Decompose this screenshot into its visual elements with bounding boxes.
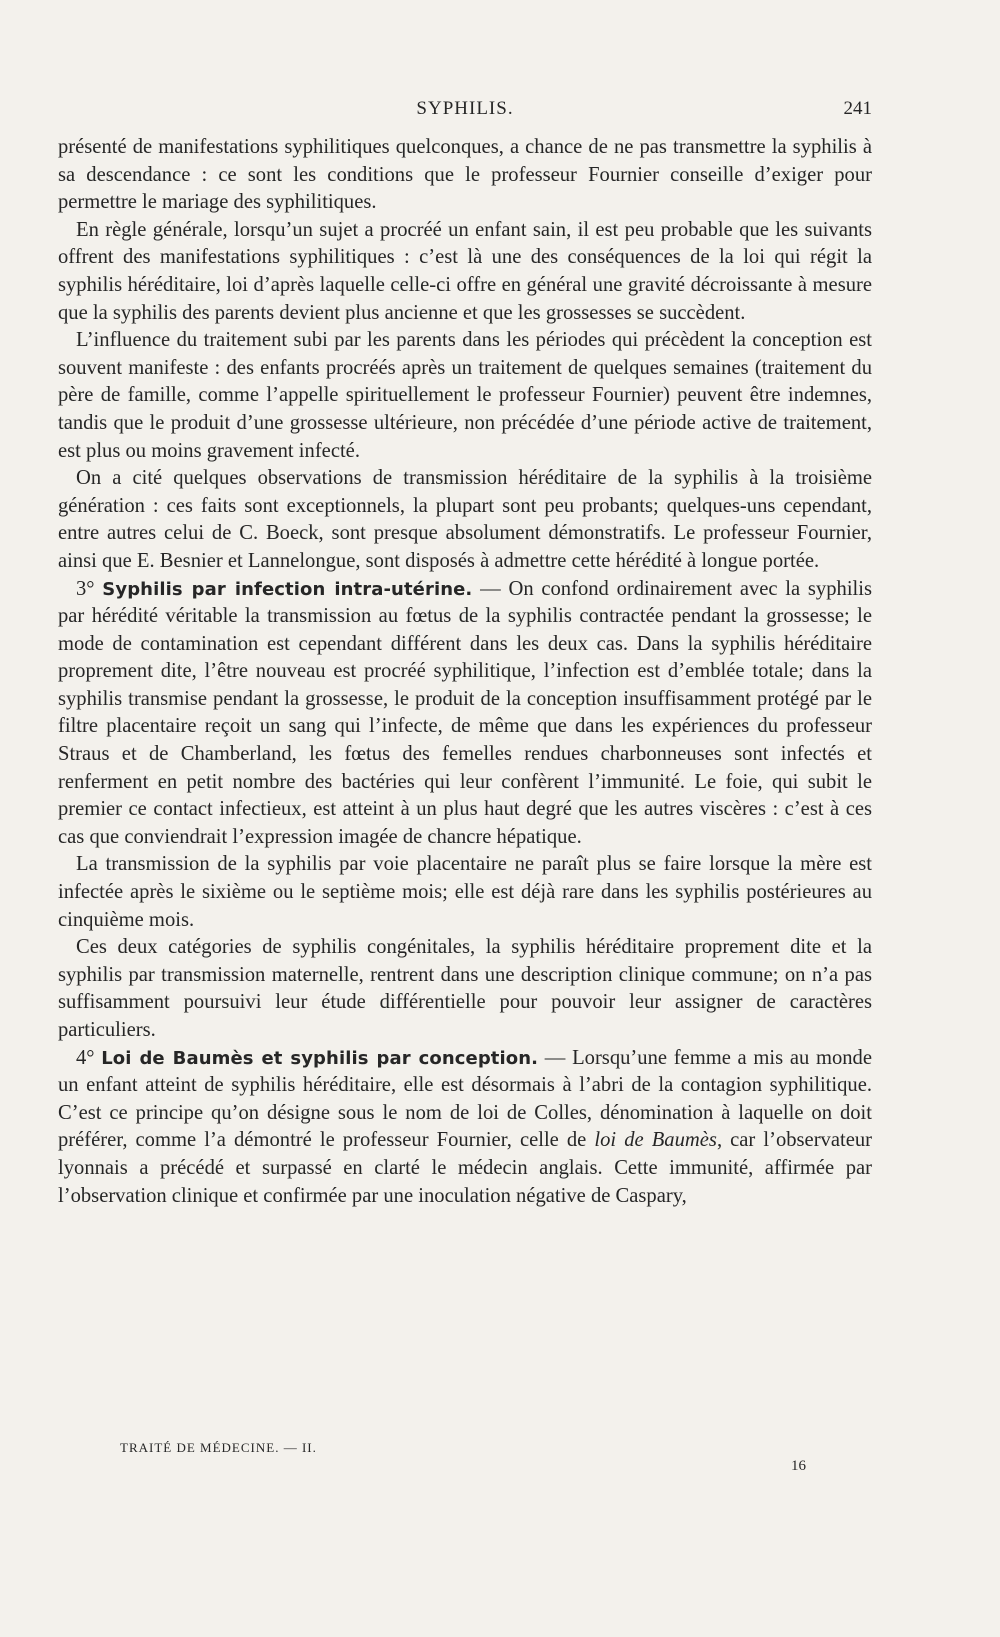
- paragraph-section-4: [58, 1045, 872, 1211]
- paragraph-influence-traitement: L’influence du traitement subi par les parents dans les périodes qui précèdent la conception est souvent manifeste : des enfants procréés après un traitement de quelques semaines (traitement du père de famille, comme l’appelle spirituellement le professeur Fournier) peuvent être indemnes, tandis que le produit d’une grossesse ultérieure, non précédée d’une période active de traitement, est plus ou moins gravement infecté.: [58, 329, 872, 462]
- page-footer: [120, 1440, 880, 1480]
- section-number: 4°: [76, 1046, 95, 1069]
- section-text: — On confond ordinairement avec la syphilis par hérédité véritable la transmission au fœtus de la syphilis contractée pendant la grossesse; le mode de contamination est cependant différent dans les deux cas. Dans la syphilis héréditaire proprement dite, l’être nouveau est procréé syphilitique, l’infection est d’emblée totale; dans la syphilis transmise pendant la grossesse, le produit de la conception insuffisamment protégé par le filtre placentaire reçoit un sang qui l’infecte, de même que dans les expériences du professeur Straus et de Chamberland, les fœtus des femelles rendues charbonneuses sont infectés et renferment en petit nombre des bactéries qui leur confèrent l’immunité. Le foie, qui subit le premier ce contact infectieux, est atteint à un plus haut degré que les autres viscères : c’est à ces cas que conviendrait l’expression imagée de chancre hépatique.: [58, 577, 872, 848]
- paragraph-voie-placentaire: La transmission de la syphilis par voie placentaire ne paraît plus se faire lorsque la mère est infectée après le sixième ou le septième mois; elle est déjà rare dans les syphilis postérieures au cinquième mois.: [58, 853, 872, 931]
- paragraph-troisieme-generation: On a cité quelques observations de transmission héréditaire de la syphilis à la troisième génération : ces faits sont exceptionnels, la plupart sont peu probants; quelques-uns cependant, entre autres celui de C. Boeck, sont presque absolument démonstratifs. Le professeur Fournier, ainsi que E. Besnier et Lannelongue, sont disposés à admettre cette hérédité à longue portée.: [58, 467, 872, 572]
- paragraph-section-3: [58, 576, 872, 852]
- running-head: [58, 98, 872, 128]
- paragraph-continued: présenté de manifestations syphilitiques quelconques, a chance de ne pas transmettre la syphilis à sa descendance : ce sont les conditions que le professeur Fournier conseille d’exiger pour permettre le mariage des syphilitiques.: [58, 136, 872, 214]
- section-number: 3°: [76, 577, 95, 600]
- section-heading: Loi de Baumès et syphilis par conception.: [101, 1047, 539, 1069]
- running-title: SYPHILIS.: [416, 98, 514, 119]
- paragraph-categories: Ces deux catégories de syphilis congénitales, la syphilis héréditaire proprement dite et la syphilis par transmission maternelle, rentrent dans une description clinique commune; on n’a pas suffisamment poursuivi leur étude différentielle pour pouvoir leur assigner de caractères particuliers.: [58, 936, 872, 1041]
- section-text: , car l’observateur lyonnais a précédé et surpassé en clarté le médecin anglais. Cette immunité, affirmée par l’observation clinique et confirmée par une inoculation négative de Caspary,: [58, 1129, 873, 1207]
- body-text: [58, 134, 872, 1210]
- page-number: 241: [843, 98, 872, 119]
- paragraph-regle-generale: En règle générale, lorsqu’un sujet a procréé un enfant sain, il est peu probable que les suivants offrent des manifestations syphilitiques : c’est là une des conséquences de la loi qui régit la syphilis héréditaire, loi d’après laquelle celle-ci offre en général une gravité décroissante à mesure que la syphilis des parents devient plus ancienne et que les grossesses se succèdent.: [58, 218, 872, 324]
- italic-term: loi de Baumès: [594, 1129, 717, 1152]
- signature-mark: 16: [791, 1458, 806, 1474]
- section-text: — Lorsqu’une femme a mis au monde un enfant atteint de syphilis héréditaire, elle est désormais à l’abri de la contagion syphilitique. C’est ce principe qu’on désigne sous le nom de loi de Colles, dénomination à laquelle on doit préférer, comme l’a démontré le professeur Fournier, celle de: [58, 1046, 872, 1152]
- section-heading: Syphilis par infection intra-utérine.: [102, 578, 473, 600]
- footer-book-title: TRAITÉ DE MÉDECINE. — II.: [120, 1440, 317, 1455]
